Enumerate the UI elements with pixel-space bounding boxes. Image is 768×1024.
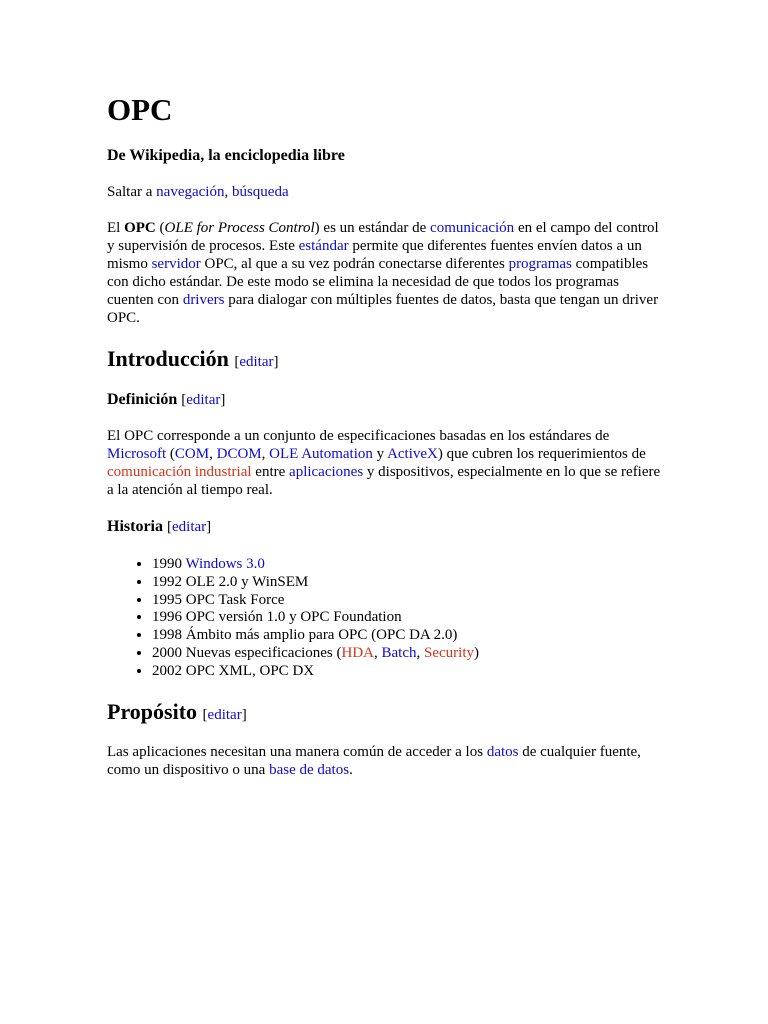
link-datos[interactable]: datos: [486, 744, 519, 760]
intro-text: ) es un estándar de: [314, 220, 431, 236]
list-item: • 1996 OPC versión 1.0 y OPC Foundation: [152, 609, 479, 627]
list-item: [152, 645, 479, 663]
definicion-text: (: [166, 446, 175, 462]
definicion-text: entre: [251, 464, 290, 480]
intro-paragraph: [107, 219, 667, 327]
definicion-text: y dispositivos, especialmente en lo que se refiere a la atención al tiempo real.: [107, 464, 661, 498]
link-programas[interactable]: programas: [508, 256, 572, 272]
edit-section: [167, 519, 211, 535]
link-activex[interactable]: ActiveX: [387, 446, 438, 462]
edit-link-introduccion[interactable]: editar: [239, 354, 274, 370]
intro-term-opc: OPC: [124, 220, 156, 236]
list-item: • 1992 OLE 2.0 y WinSEM: [152, 574, 479, 592]
link-hda[interactable]: HDA: [341, 644, 375, 661]
section-title: Historia: [107, 518, 163, 535]
list-item-text: ,: [374, 644, 382, 661]
section-title: Definición: [107, 391, 178, 408]
link-security[interactable]: Security: [424, 644, 475, 661]
section-heading-definicion: [107, 390, 225, 410]
definicion-paragraph: [107, 427, 667, 499]
section-heading-proposito: [107, 698, 247, 729]
list-item: [152, 556, 479, 574]
link-com[interactable]: COM: [174, 446, 210, 462]
link-dcom[interactable]: DCOM: [216, 446, 262, 462]
proposito-text: .: [349, 762, 353, 778]
edit-bracket: [: [181, 392, 187, 408]
section-title: Introducción: [107, 346, 229, 371]
section-heading-introduccion: [107, 345, 279, 376]
section-title: Propósito: [107, 699, 198, 724]
list-item: • 1998 Ámbito más amplio para OPC (OPC DA 2.0): [152, 627, 479, 645]
link-drivers[interactable]: drivers: [182, 292, 225, 308]
definicion-text: y: [372, 446, 388, 462]
intro-text: para dialogar con múltiples fuentes de datos, basta que tengan un driver OPC.: [107, 292, 659, 326]
edit-section: [203, 707, 247, 723]
intro-text: (: [155, 220, 165, 236]
link-estandar[interactable]: estándar: [298, 238, 349, 254]
definicion-text: ) que cubren los requerimientos de: [437, 446, 646, 462]
edit-bracket: [: [202, 707, 208, 723]
site-subtitle: De Wikipedia, la enciclopedia libre: [107, 147, 345, 164]
definicion-text: El OPC corresponde a un conjunto de especificaciones basadas en los estándares de: [107, 428, 610, 444]
intro-text: compatibles con dicho estándar. De este modo se elimina la necesidad de que todos los programas cuenten con: [107, 256, 649, 308]
list-item-text: 2000 Nuevas especificaciones (: [152, 644, 342, 661]
jump-links: [107, 183, 289, 201]
jump-separator: ,: [224, 184, 232, 200]
list-item-text: 1990: [152, 556, 186, 572]
edit-section: [181, 392, 225, 408]
jump-prefix: Saltar a: [107, 184, 157, 200]
edit-link-historia[interactable]: editar: [172, 519, 207, 535]
definicion-text: ,: [209, 446, 217, 462]
edit-bracket: [: [234, 354, 240, 370]
edit-section: [234, 354, 278, 370]
link-servidor[interactable]: servidor: [151, 256, 201, 272]
intro-text: OPC, al que a su vez podrán conectarse diferentes: [200, 256, 509, 272]
search-link[interactable]: búsqueda: [231, 184, 289, 200]
navigation-link[interactable]: navegación: [156, 184, 225, 200]
link-windows-3[interactable]: Windows 3.0: [185, 556, 265, 572]
edit-link-definicion[interactable]: editar: [186, 392, 221, 408]
link-microsoft[interactable]: Microsoft: [107, 446, 167, 462]
section-heading-historia: [107, 517, 211, 537]
link-comunicacion[interactable]: comunicación: [430, 220, 515, 236]
definicion-text: ,: [261, 446, 270, 462]
edit-bracket: ]: [241, 707, 247, 723]
intro-term-ole: OLE for Process Control: [164, 220, 315, 236]
edit-bracket: ]: [206, 519, 212, 535]
link-ole-automation[interactable]: OLE Automation: [269, 446, 373, 462]
edit-bracket: ]: [273, 354, 279, 370]
page-title: OPC: [107, 92, 173, 127]
proposito-text: Las aplicaciones necesitan una manera común de acceder a los: [107, 744, 487, 760]
intro-text: en el campo del control y supervisión de procesos. Este: [107, 220, 659, 254]
edit-link-proposito[interactable]: editar: [207, 707, 242, 723]
edit-bracket: [: [167, 519, 172, 535]
link-comunicacion-industrial[interactable]: comunicación industrial: [107, 464, 252, 480]
intro-text: El: [107, 220, 125, 236]
link-aplicaciones[interactable]: aplicaciones: [289, 464, 364, 480]
proposito-text: de cualquier fuente, como un dispositivo o una: [107, 744, 641, 778]
link-batch[interactable]: Batch: [381, 644, 417, 661]
list-item-text: ): [474, 644, 480, 661]
intro-text: permite que diferentes fuentes envíen datos a un mismo: [107, 238, 642, 272]
proposito-paragraph: [107, 743, 667, 779]
link-base-de-datos[interactable]: base de datos: [269, 762, 350, 778]
list-item: • 1995 OPC Task Force: [152, 592, 479, 610]
list-item-text: ,: [416, 644, 425, 661]
edit-bracket: ]: [220, 392, 226, 408]
list-item: • 2002 OPC XML, OPC DX: [152, 663, 479, 681]
history-list: [107, 556, 479, 681]
